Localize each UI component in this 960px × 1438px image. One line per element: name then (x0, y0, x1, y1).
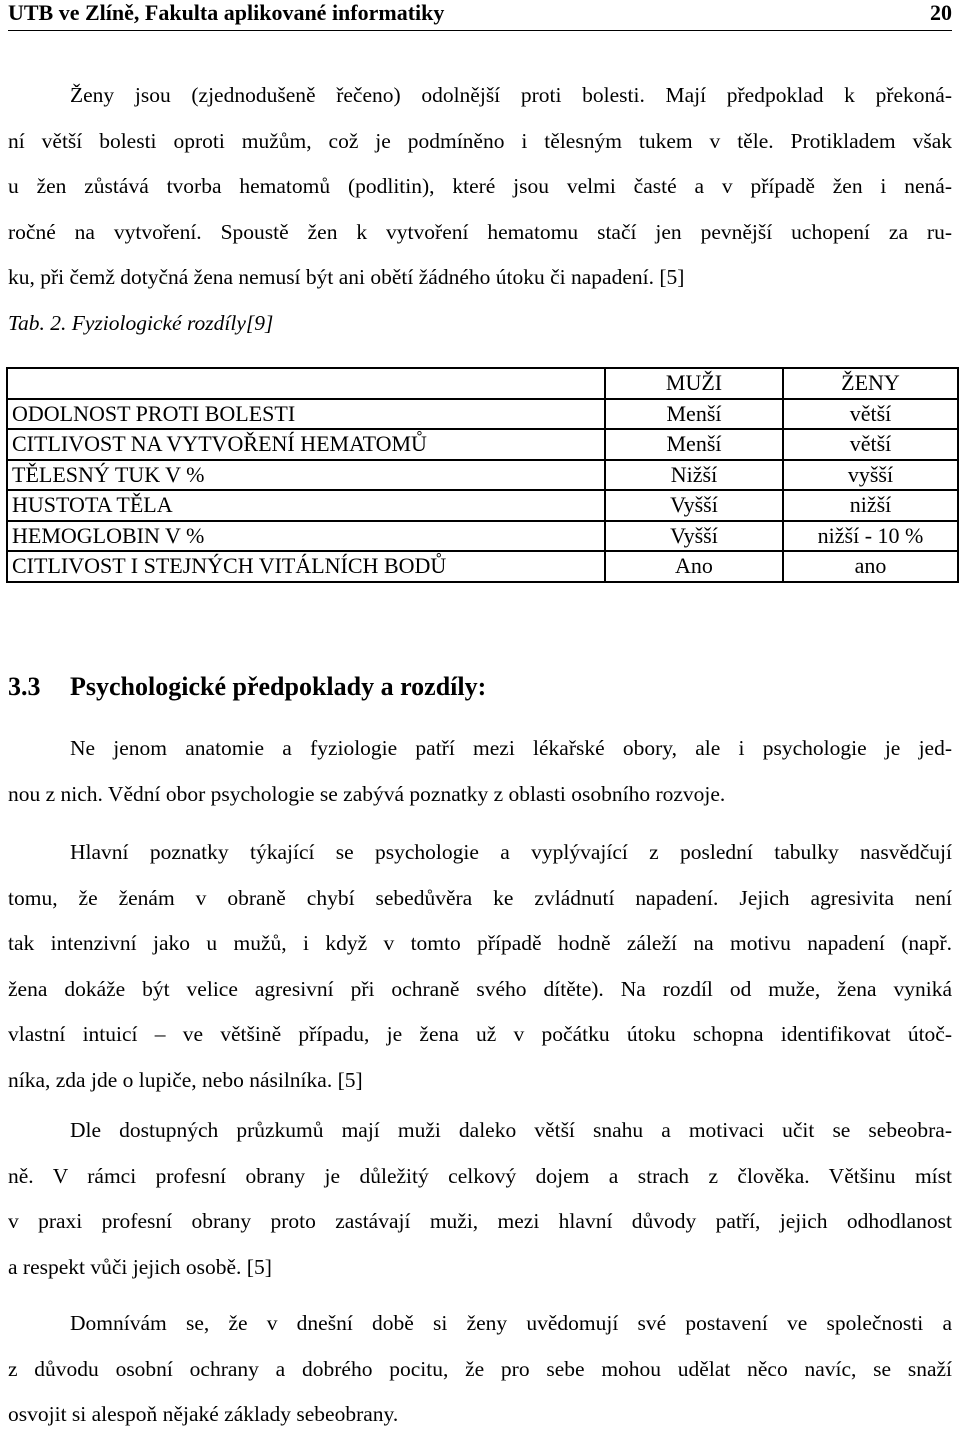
table-cell: větší (783, 429, 958, 460)
table-cell: vyšší (783, 460, 958, 491)
table-cell: nižší (783, 490, 958, 521)
paragraph-line: níka, zda jde o lupiče, nebo násilníka. [5] (8, 1067, 363, 1092)
paragraph-line: a respekt vůči jejich osobě. [5] (8, 1254, 272, 1279)
paragraph-line: ročné na vytvoření. Spoustě žen k vytvoření hematomu stačí jen pevnější uchopení za ru- (8, 219, 952, 244)
table-cell: HEMOGLOBIN V % (7, 521, 605, 552)
table-cell: Menší (605, 399, 783, 430)
paragraph-line: ní větší bolesti oproti mužům, což je podmíněno i tělesným tukem v těle. Protikladem však (8, 128, 952, 153)
table-cell: Nižší (605, 460, 783, 491)
table-caption: Tab. 2. Fyziologické rozdíly[9] (8, 311, 274, 335)
table-cell: nižší - 10 % (783, 521, 958, 552)
table-row (7, 399, 958, 430)
paragraph-line: Dle dostupných průzkumů mají muži daleko větší snahu a motivaci učit se sebeobra- (70, 1118, 952, 1142)
paragraph-line: tomu, že ženám v obraně chybí sebedůvěra ke zvládnutí napadení. Jejich agresivita není (8, 885, 952, 910)
table-cell: Ano (605, 551, 783, 582)
table-cell: Vyšší (605, 490, 783, 521)
table-cell: ODOLNOST PROTI BOLESTI (7, 399, 605, 430)
paragraph-line: ně. V rámci profesní obrany je důležitý celkový dojem a strach z člověka. Většinu míst (8, 1163, 952, 1188)
paragraph-1 (8, 73, 952, 301)
table-header-row (7, 368, 958, 399)
paragraph-line: Ne jenom anatomie a fyziologie patří mezi lékařské obory, ale i psychologie je jed- (70, 736, 952, 760)
paragraph-line: Domnívám se, že v dnešní době si ženy uvědomují své postavení ve společnosti a (70, 1311, 952, 1335)
table-cell: Vyšší (605, 521, 783, 552)
paragraph-3 (8, 830, 952, 1104)
paragraph-line: ku, při čemž dotyčná žena nemusí být ani obětí žádného útoku či napadení. [5] (8, 265, 685, 290)
table-cell: TĚLESNÝ TUK V % (7, 460, 605, 491)
paragraph-line: v praxi profesní obrany proto zastávají muži, mezi hlavní důvody patří, jejich odhodlanost (8, 1209, 952, 1234)
paragraph-line: z důvodu osobní ochrany a dobrého pocitu, že pro sebe mohou udělat něco navíc, se snaží (8, 1356, 952, 1381)
paragraph-line: Hlavní poznatky týkající se psychologie a vyplývající z poslední tabulky nasvědčují (70, 840, 952, 864)
paragraph-line: nou z nich. Vědní obor psychologie se zabývá poznatky z oblasti osobního rozvoje. (8, 781, 726, 806)
section-title: Psychologické předpoklady a rozdíly: (70, 672, 487, 701)
table-row (7, 429, 958, 460)
page-header (8, 0, 952, 31)
paragraph-line: vlastní intuicí – ve většině případu, je žena už v počátku útoku schopna identifikovat útoč- (8, 1022, 952, 1047)
paragraph-line: Ženy jsou (zjednodušeně řečeno) odolnější proti bolesti. Mají předpoklad k překoná- (70, 83, 952, 107)
table-row (7, 551, 958, 582)
table-cell: HUSTOTA TĚLA (7, 490, 605, 521)
paragraph-line: u žen zůstává tvorba hematomů (podlitin), které jsou velmi časté a v případě žen i nená- (8, 174, 952, 199)
paragraph-5 (8, 1301, 952, 1438)
table-cell: ano (783, 551, 958, 582)
paragraph-line: žena dokáže být velice agresivní při ochraně svého dítěte). Na rozdíl od muže, žena vyniká (8, 976, 952, 1001)
table-header-cell: MUŽI (605, 368, 783, 399)
paragraph-2 (8, 726, 952, 817)
section-heading (8, 672, 486, 702)
table-cell: CITLIVOST NA VYTVOŘENÍ HEMATOMŮ (7, 429, 605, 460)
paragraph-line: tak intenzivní jako u mužů, i když v tomto případě hodně záleží na motivu napadení (např. (8, 931, 952, 956)
table-header-cell (7, 368, 605, 399)
physiological-differences-table (6, 367, 959, 583)
table-row (7, 490, 958, 521)
paragraph-4 (8, 1108, 952, 1290)
table-row (7, 521, 958, 552)
paragraph-line: osvojit si alespoň nějaké základy sebeobrany. (8, 1402, 399, 1427)
page-number: 20 (930, 0, 952, 25)
table-cell: Menší (605, 429, 783, 460)
table-cell: větší (783, 399, 958, 430)
table-cell: CITLIVOST I STEJNÝCH VITÁLNÍCH BODŮ (7, 551, 605, 582)
header-title: UTB ve Zlíně, Fakulta aplikované informatiky (8, 0, 445, 25)
table-header-cell: ŽENY (783, 368, 958, 399)
table-row (7, 460, 958, 491)
section-number: 3.3 (8, 672, 41, 701)
